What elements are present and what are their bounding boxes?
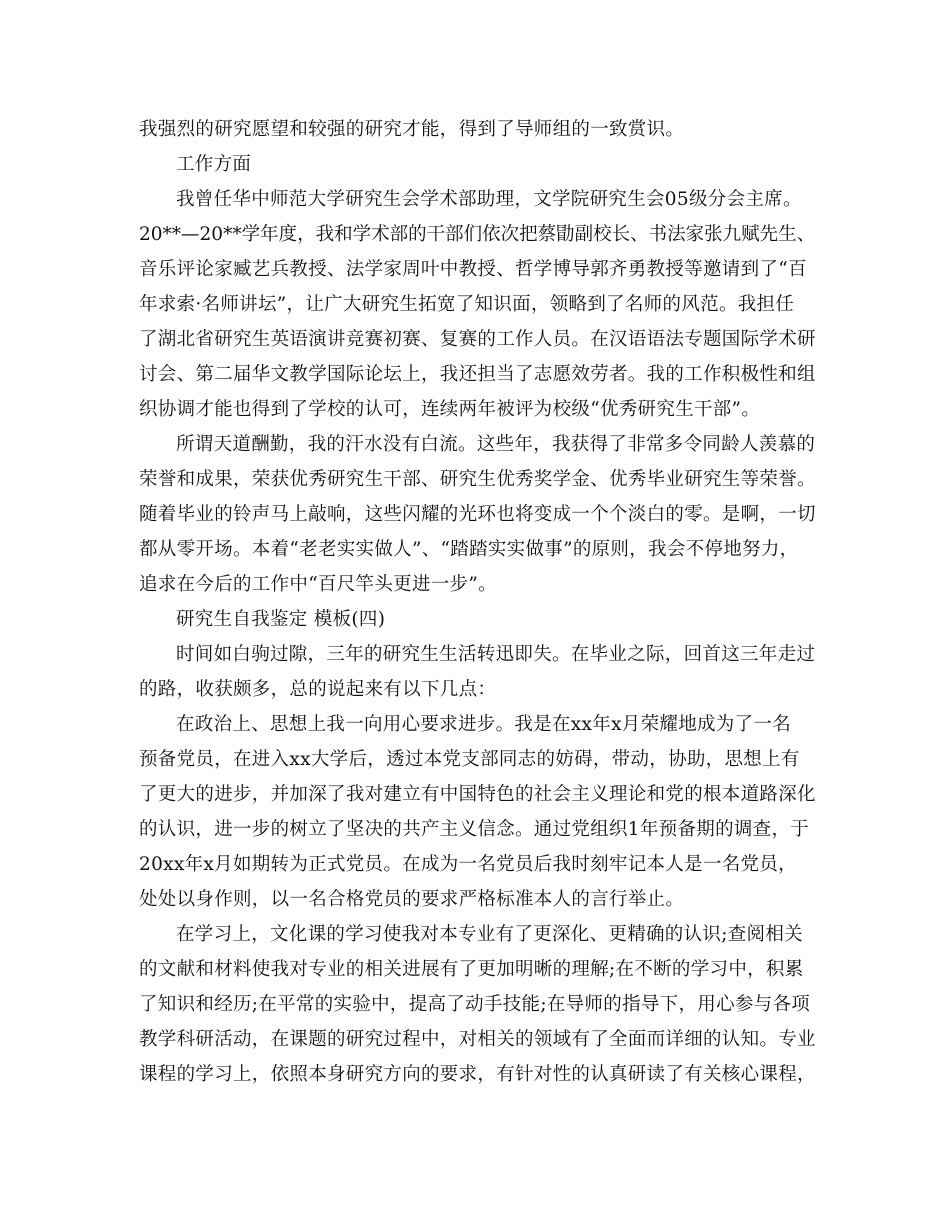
text-line: 课程的学习上，依照本身研究方向的要求，有针对性的认真研读了有关核心课程， <box>139 1064 816 1085</box>
text-line: 的路，收获颇多，总的说起来有以下几点： <box>139 679 497 700</box>
text-line: 了更大的进步，并加深了我对建立有中国特色的社会主义理论和党的根本道路深化 <box>139 784 816 805</box>
text-line: 所谓天道酬勤，我的汗水没有白流。这些年，我获得了非常多令同龄人羡慕的 <box>176 434 816 455</box>
text-line: 20xx年x月如期转为正式党员。在成为一名党员后我时刻牢记本人是一名党员， <box>139 854 797 875</box>
text-line: 年求索·名师讲坛”，让广大研究生拓宽了知识面，领略到了名师的风范。我担任 <box>139 294 795 315</box>
text-line: 了湖北省研究生英语演讲竞赛初赛、复赛的工作人员。在汉语语法专题国际学术研 <box>139 329 816 350</box>
text-line: 我曾任华中师范大学研究生会学术部助理，文学院研究生会05级分会主席。 <box>176 189 802 210</box>
text-line: 处处以身作则，以一名合格党员的要求严格标准本人的言行举止。 <box>139 889 685 910</box>
text-line: 讨会、第二届华文教学国际论坛上，我还担当了志愿效劳者。我的工作积极性和组 <box>139 364 816 385</box>
text-line: 了知识和经历;在平常的实验中，提高了动手技能;在导师的指导下，用心参与各项 <box>139 994 811 1015</box>
text-line: 时间如白驹过隙，三年的研究生生活转迅即失。在毕业之际，回首这三年走过 <box>176 644 816 665</box>
text-line: 的认识，进一步的树立了坚决的共产主义信念。通过党组织1年预备期的调查，于 <box>139 819 810 840</box>
text-line: 预备党员，在进入xx大学后，透过本党支部同志的妨碍，带动，协助，思想上有 <box>139 749 800 770</box>
text-line: 教学科研活动，在课题的研究过程中，对相关的领域有了全面而详细的认知。专业 <box>139 1029 816 1050</box>
text-line: 追求在今后的工作中“百尺竿头更进一步”。 <box>139 574 497 595</box>
text-line: 音乐评论家臧艺兵教授、法学家周叶中教授、哲学博导郭齐勇教授等邀请到了“百 <box>139 259 807 280</box>
text-line: 随着毕业的铃声马上敲响，这些闪耀的光环也将变成一个个淡白的零。是啊，一切 <box>139 504 816 525</box>
text-line: 我强烈的研究愿望和较强的研究才能，得到了导师组的一致赏识。 <box>139 119 685 140</box>
text-line: 织协调才能也得到了学校的认可，连续两年被评为校级“优秀研究生干部”。 <box>139 399 761 420</box>
text-line: 在政治上、思想上我一向用心要求进步。我是在xx年x月荣耀地成为了一名 <box>176 714 792 735</box>
text-line: 的文献和材料使我对专业的相关进展有了更加明晰的理解;在不断的学习中，积累 <box>139 959 804 980</box>
text-line: 在学习上，文化课的学习使我对本专业有了更深化、更精确的认识;查阅相关 <box>176 924 803 945</box>
text-line: 20**—20**学年度，我和学术部的干部们依次把蔡勖副校长、书法家张九赋先生、 <box>139 224 816 245</box>
text-line: 荣誉和成果，荣获优秀研究生干部、研究生优秀奖学金、优秀毕业研究生等荣誉。 <box>139 469 816 490</box>
text-line: 都从零开场。本着“老老实实做人”、“踏踏实实做事”的原则，我会不停地努力， <box>139 539 799 560</box>
section-heading: 研究生自我鉴定 模板(四) <box>176 609 386 630</box>
section-heading: 工作方面 <box>176 154 252 175</box>
